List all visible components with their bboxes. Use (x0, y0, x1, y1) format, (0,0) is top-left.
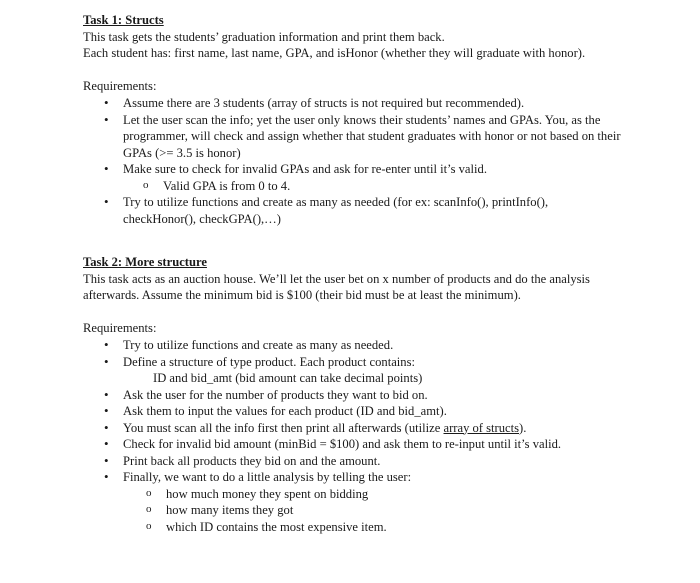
task2-section (83, 254, 628, 535)
list-item-text-end: ). (519, 420, 527, 435)
task1-requirements-list (83, 95, 623, 227)
list-item (83, 95, 623, 112)
list-item (83, 337, 628, 354)
list-item-text: Try to utilize functions and create as many as needed. (123, 338, 394, 352)
list-item-text: Try to utilize functions and create as many as needed (for ex: scanInfo(), printInfo(), checkHonor(), checkGPA(),…) (123, 195, 549, 226)
list-item-text: Ask the user for the number of products they want to bid on. (123, 387, 428, 402)
list-item-text: Check for invalid bid amount (minBid = $100) and ask them to re-input until it’s valid. (123, 437, 562, 451)
list-item (83, 469, 628, 535)
list-item (83, 403, 628, 420)
task2-requirements-list (83, 337, 628, 535)
sub-list-item-text: which ID contains the most expensive item. (166, 519, 387, 534)
list-item-text: Let the user scan the info; yet the user only knows their students’ names and GPAs. You, as the programmer, will check and assign whether that student graduates with honor or not based on their GPAs (>= 3.5 is honor) (123, 112, 621, 160)
sub-list-item-text: Valid GPA is from 0 to 4. (163, 178, 291, 193)
sub-list-item (146, 519, 628, 536)
list-item (83, 354, 628, 387)
list-item (83, 194, 623, 227)
task1-requirements-heading: Requirements: (83, 78, 157, 93)
list-item-text: Make sure to check for invalid GPAs and ask for re-enter until it’s valid. (123, 162, 487, 176)
list-item-text: You must scan all the info first then print all afterwards (utilize (123, 420, 444, 435)
sub-list-item (146, 486, 628, 503)
task1-intro-line2: Each student has: first name, last name, GPA, and isHonor (whether they will graduate with honor). (83, 46, 586, 60)
list-item (83, 420, 628, 437)
product-fields-text: ID and bid_amt (bid amount can take decimal points) (153, 371, 423, 385)
task1-title: Task 1: Structs (83, 13, 164, 27)
task2-requirements-heading: Requirements: (83, 320, 157, 335)
task2-intro: This task acts as an auction house. We’ll let the user bet on x number of products and do the analysis afterwards. Assume the minimum bid is $100 (their bid must be at least the minimum). (83, 271, 590, 302)
list-item-text: Finally, we want to do a little analysis by telling the user: (123, 470, 412, 484)
list-item-text: Ask them to input the values for each product (ID and bid_amt). (123, 404, 447, 418)
sub-list-item-text: how much money they spent on bidding (166, 486, 369, 501)
list-item-text: Assume there are 3 students (array of structs is not required but recommended). (123, 96, 525, 110)
sub-list-item (146, 502, 628, 519)
list-item (83, 387, 628, 404)
list-item (83, 436, 628, 453)
task2-title: Task 2: More structure (83, 255, 207, 269)
task1-sub-list (143, 178, 623, 195)
sub-list-item (143, 178, 623, 195)
list-item-text: Define a structure of type product. Each product contains: (123, 354, 415, 369)
list-item (83, 112, 623, 162)
list-item-text: Print back all products they bid on and the amount. (123, 453, 381, 468)
task2-sub-list (146, 486, 628, 536)
array-of-structs-underlined: array of structs (443, 420, 520, 435)
task1-intro-line1: This task gets the students’ graduation information and print them back. (83, 29, 445, 44)
list-item (83, 453, 628, 470)
task1-section (83, 12, 623, 227)
list-item (83, 161, 623, 194)
sub-list-item-text: how many items they got (166, 503, 294, 517)
